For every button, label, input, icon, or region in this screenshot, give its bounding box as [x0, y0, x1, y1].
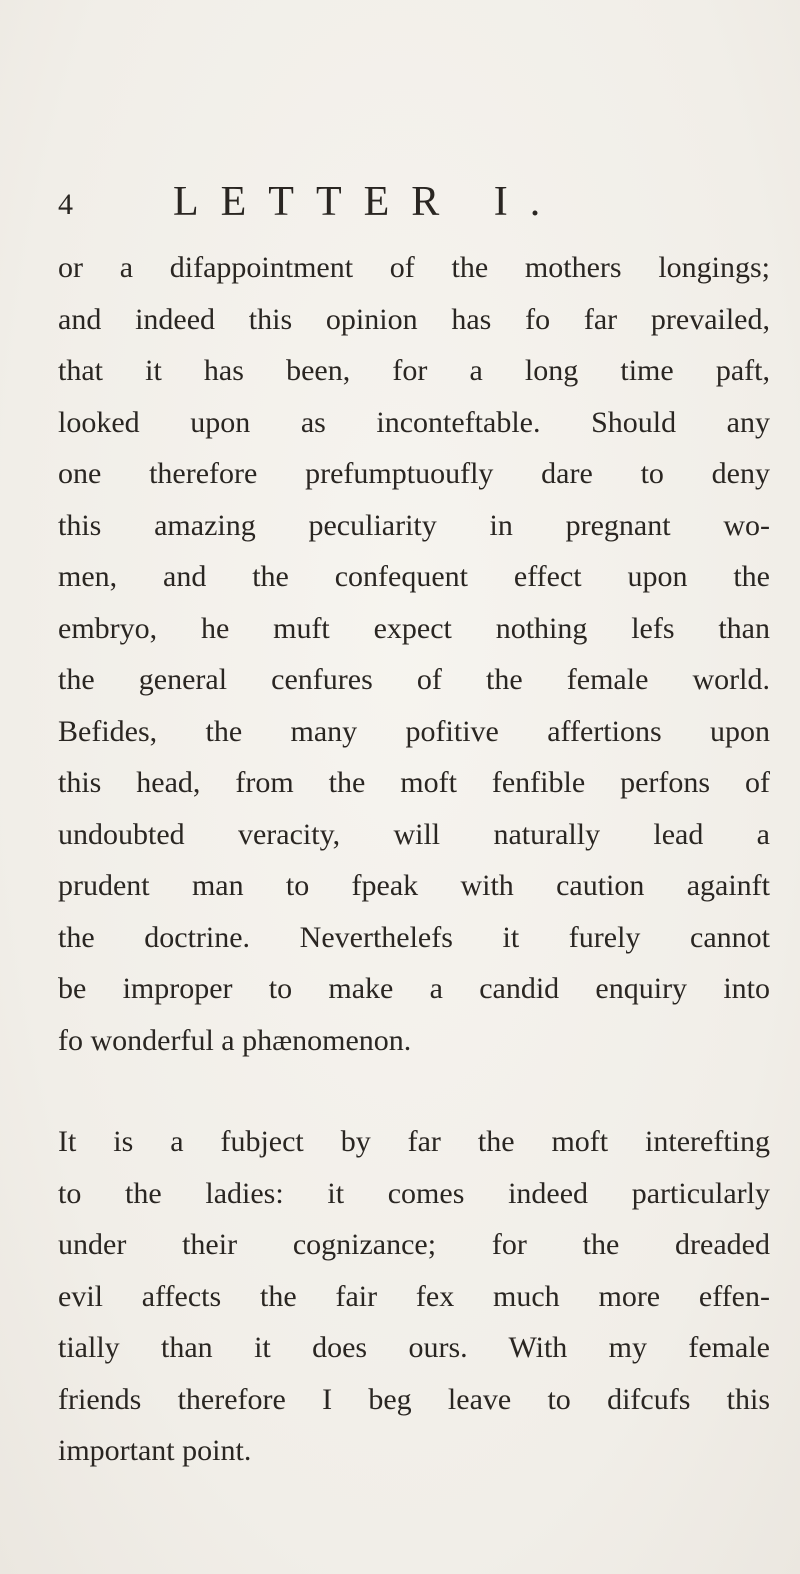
page-header [58, 178, 758, 238]
text-line: to the ladies: it comes indeed particularly [58, 1176, 770, 1210]
text-line: this amazing peculiarity in pregnant wo- [58, 508, 770, 542]
text-line: Befides, the many pofitive affertions upon [58, 714, 770, 748]
text-line: evil affects the fair fex much more effen- [58, 1279, 770, 1313]
text-line: the doctrine. Neverthelefs it furely cannot [58, 920, 770, 954]
text-line: be improper to make a candid enquiry into [58, 972, 770, 1005]
text-line: and indeed this opinion has fo far prevailed, [58, 302, 770, 336]
text-line: embryo, he muft expect nothing lefs than [58, 611, 770, 645]
text-line: the general cenfures of the female world. [58, 663, 770, 696]
text-line: or a difappointment of the mothers longings; [58, 251, 770, 284]
text-line: prudent man to fpeak with caution againft [58, 869, 770, 902]
text-line: this head, from the moft fenfible perfons of [58, 766, 770, 799]
page-number: 4 [58, 188, 73, 221]
paragraph-break [58, 1066, 770, 1116]
running-title: LETTER I. [173, 179, 563, 225]
paragraph [58, 1116, 770, 1477]
text-line: fo wonderful a phænomenon. [58, 1023, 412, 1057]
text-line: important point. [58, 1434, 252, 1467]
body-text [58, 242, 770, 1477]
text-line: friends therefore I beg leave to difcufs this [58, 1382, 770, 1416]
text-line: under their cognizance; for the dreaded [58, 1228, 770, 1261]
text-line: that it has been, for a long time paft, [58, 354, 770, 387]
text-line: looked upon as inconteftable. Should any [58, 405, 770, 439]
text-line: It is a fubject by far the moft interefting [58, 1125, 770, 1158]
text-line: men, and the confequent effect upon the [58, 560, 770, 593]
text-line: one therefore prefumptuoufly dare to deny [58, 457, 770, 490]
text-line: tially than it does ours. With my female [58, 1331, 770, 1364]
text-line: undoubted veracity, will naturally lead a [58, 817, 770, 851]
paragraph [58, 242, 770, 1066]
